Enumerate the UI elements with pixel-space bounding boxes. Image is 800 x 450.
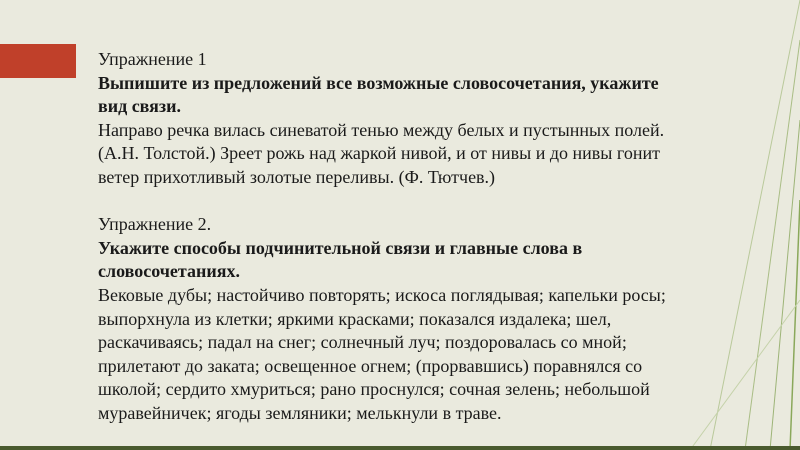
exercise-1-instruction-line: вид связи.	[98, 96, 182, 117]
exercise-1-instruction-line: Выпишите из предложений все возможные словосочетания, укажите	[98, 72, 659, 93]
bottom-band	[0, 446, 800, 450]
spacer	[98, 190, 748, 214]
exercise-1	[98, 48, 748, 190]
exercise-1-text-line: (А.Н. Толстой.) Зреет рожь над жаркой нивой, и от нивы и до нивы гонит	[98, 143, 660, 164]
exercise-1-title: Упражнение 1	[98, 49, 207, 69]
exercise-1-text-line: Направо речка вилась синеватой тенью между белых и пустынных полей.	[98, 119, 665, 140]
exercise-2-text-line: раскачиваясь; падал на снег; солнечный луч; поздоровалась со мной;	[98, 332, 627, 353]
exercise-2-title: Упражнение 2.	[98, 214, 212, 235]
exercise-2	[98, 213, 748, 425]
accent-tab	[0, 44, 76, 78]
exercise-2-text-line: муравейничек; ягоды земляники; мелькнули в траве.	[98, 402, 502, 423]
exercise-2-text-line: прилетают до заката; освещенное огнем; (прорвавшись) поравнялся со	[98, 355, 643, 376]
exercise-2-text-line: Вековые дубы; настойчиво повторять; искоса поглядывая; капельки росы;	[98, 284, 666, 305]
exercise-2-instruction-line: словосочетаниях.	[98, 261, 240, 282]
exercise-2-instruction-line: Укажите способы подчинительной связи и главные слова в	[98, 237, 583, 258]
exercise-1-text-line: ветер прихотливый золотые переливы. (Ф. Тютчев.)	[98, 166, 496, 187]
slide-content	[98, 48, 748, 426]
exercise-2-text-line: выпорхнула из клетки; яркими красками; показался издалека; шел,	[98, 308, 612, 329]
exercise-2-text-line: школой; сердито хмуриться; рано проснулся; сочная зелень; небольшой	[98, 379, 650, 400]
